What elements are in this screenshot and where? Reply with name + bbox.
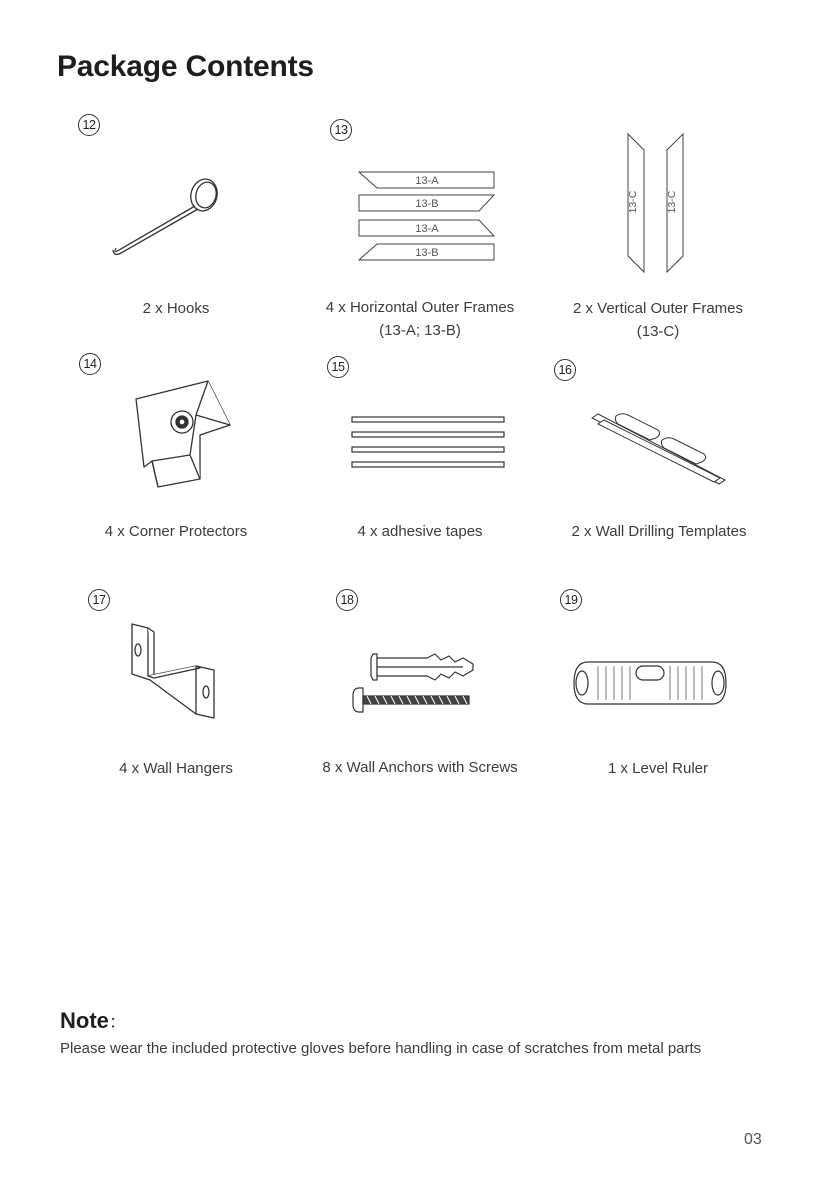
anchors-screws-caption: 8 x Wall Anchors with Screws xyxy=(322,759,518,776)
corner-protectors-caption: 4 x Corner Protectors xyxy=(104,523,248,540)
drilling-templates-caption: 2 x Wall Drilling Templates xyxy=(571,523,747,540)
page-number: 03 xyxy=(744,1131,762,1148)
item-number-17: 17 xyxy=(88,589,110,611)
item-number-15: 15 xyxy=(327,356,349,378)
level-ruler-illustration xyxy=(570,656,730,710)
horizontal-frames-caption: 4 x Horizontal Outer Frames (13-A; 13-B) xyxy=(325,299,515,339)
item-number-12: 12 xyxy=(78,114,100,136)
frame-label-13c-2: 13-C xyxy=(666,190,678,214)
hook-illustration xyxy=(105,170,230,260)
vertical-frames-caption: 2 x Vertical Outer Frames (13-C) xyxy=(572,300,744,340)
frame-label-13b: 13-B xyxy=(415,198,439,210)
level-ruler-caption: 1 x Level Ruler xyxy=(607,760,709,777)
item-number-14: 14 xyxy=(79,353,101,375)
frame-label-13a: 13-A xyxy=(415,175,439,187)
item-number-18: 18 xyxy=(336,589,358,611)
wall-hangers-caption: 4 x Wall Hangers xyxy=(119,760,233,777)
hooks-caption: 2 x Hooks xyxy=(142,300,210,317)
note-text: Please wear the included protective gloves before handling in case of scratches from metal parts xyxy=(60,1040,702,1057)
adhesive-tapes-illustration xyxy=(348,414,508,472)
item-number-13: 13 xyxy=(330,119,352,141)
horizontal-frames-illustration xyxy=(355,168,500,266)
note-heading: Note： xyxy=(60,1008,127,1033)
corner-protector-illustration xyxy=(130,375,240,490)
item-number-16: 16 xyxy=(554,359,576,381)
adhesive-tapes-caption: 4 x adhesive tapes xyxy=(357,523,483,540)
drilling-templates-illustration xyxy=(588,408,733,488)
wall-hanger-illustration xyxy=(126,618,221,723)
vertical-frames-illustration xyxy=(620,130,695,278)
frame-label-13b-2: 13-B xyxy=(415,247,439,259)
page-title: Package Contents xyxy=(57,50,314,83)
frame-label-13c: 13-C xyxy=(627,190,639,214)
frame-label-13a-2: 13-A xyxy=(415,223,439,235)
item-number-19: 19 xyxy=(560,589,582,611)
anchors-screws-illustration xyxy=(345,650,480,720)
